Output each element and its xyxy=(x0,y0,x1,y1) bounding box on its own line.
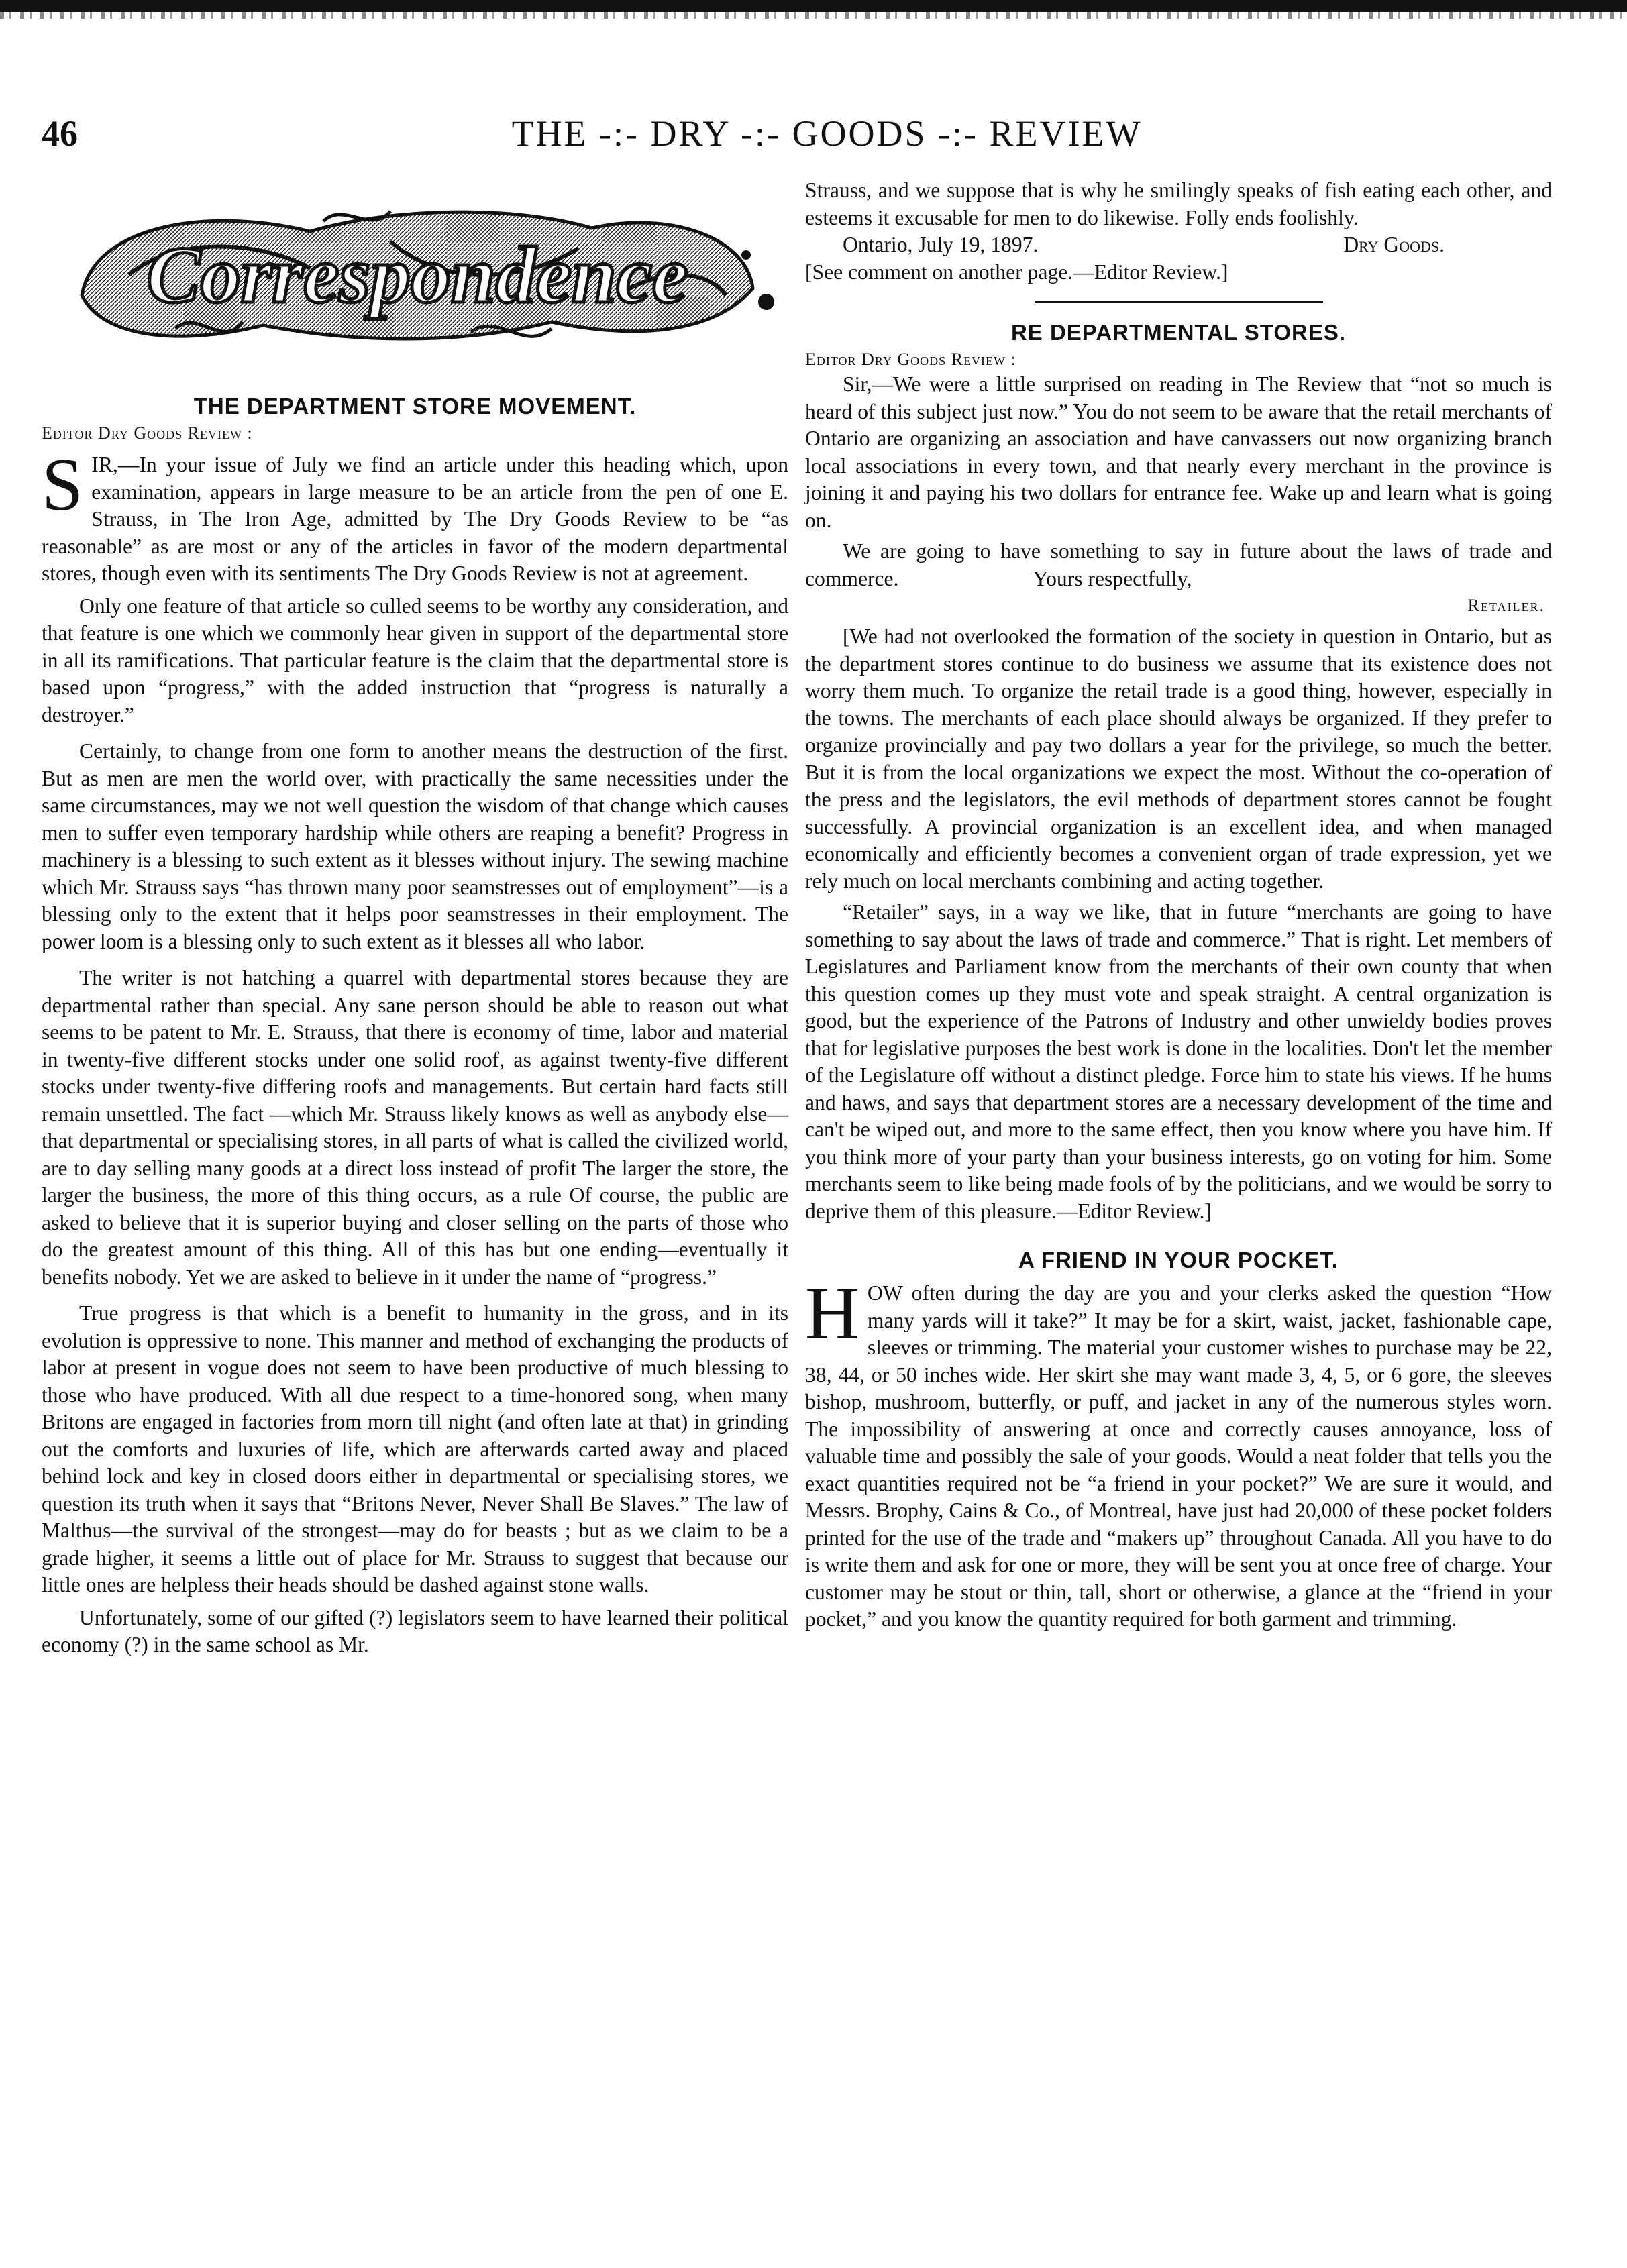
article1-paragraph-3: Certainly, to change from one form to another means the destruction of the first. But as men are men the world over, with practically the same necessities under the same circumstances, may we not well question the wisdom of that change which causes men to suffer even temporary hardship while others are reaping a benefit? Progress in machinery is a blessing to such extent as it blesses without injury. The sewing machine which Mr. Strauss says “has thrown many poor seamstresses out of employment”—is a blessing only to the extent that it helps poor seamstresses in their employment. The power loom is a blessing only to such extent as it blesses all who labor. xyxy=(42,739,788,953)
article1-dateline xyxy=(805,231,1552,259)
page-number: 46 xyxy=(42,113,78,154)
drop-cap-h: H xyxy=(805,1272,859,1355)
left-column xyxy=(42,181,788,1659)
heading-friend-in-your-pocket: A FRIEND IN YOUR POCKET. xyxy=(1018,1248,1339,1273)
article1-paragraph-2: Only one feature of that article so culled seems to be worthy any consideration, and that feature is one which we commonly hear given in support of the departmental store in all its ramifications. That particular feature is the claim that the departmental store is based upon “progress,” with the added instruction that “progress is naturally a destroyer.” xyxy=(42,594,788,726)
editor-note-2: “Retailer” says, in a way we like, that in future “merchants are going to have something to say about the laws of trade and commerce.” That is right. Let members of Legislatures and Parliament know from the merchants of their own county that when this question comes up they must vote and speak straight. A central organization is good, but the experience of the Patrons of Industry and other unwieldy bodies proves that for legislative purposes the best work is done in the localities. Don't let the member of the Legislature off without a distinct pledge. Force him to state his views. If he hums and haws, and says that department stores are a necessary development of the time and can't be wiped out, and more to the same effect, then you know where you have him. If you think more of your party than your business interests, go on voting for him. Some merchants seem to like being made fools of by the politicians, and we would be sorry to deprive them of this pleasure.—Editor Review.] xyxy=(805,900,1552,1223)
article1-editor-note: [See comment on another page.—Editor Review.] xyxy=(805,260,1228,284)
article1-paragraph-4: The writer is not hatching a quarrel with departmental stores because they are departmental rather than special. Any sane person should be able to reason out what seems to be patent to Mr. E. Strauss, that there is economy of time, labor and material in twenty-five different stocks under one solid roof, as against twenty-five different stocks under twenty-five differing roofs and managements. But certain hard facts still remain unsettled. The fact —which Mr. Strauss likely knows as well as anybody else—that departmental or specialising stores, in all parts of what is called the civilized world, are to day selling many goods at a direct loss instead of profit The larger the store, the larger the business, the more of this thing occurs, as a rule Of course, the public are asked to believe that it is superior buying and closer selling on the parts of those who do the greatest amount of this thing. All of this has but one ending—eventually it benefits nobody. Yet we are asked to believe in it under the name of “progress.” xyxy=(42,966,788,1289)
banner-title: Correspondence xyxy=(146,230,688,319)
right-column xyxy=(805,177,1552,1633)
article1-paragraph-1: SIR,—In your issue of July we find an article under this heading which, upon examination, appears in large measure to be an article from the pen of one E. Strauss, in The Iron Age, admitted by The Dry Goods Review to be “as reasonable” as are most or any of the articles in favor of the modern departmental stores, though even with its sentiments The Dry Goods Review is not at agreement. xyxy=(42,443,788,585)
scan-top-noise xyxy=(0,12,1627,19)
article2-paragraph-1: Sir,—We were a little surprised on reading in The Review that “not so much is heard of this subject just now.” You do not seem to be aware that the retail merchants of Ontario are organizing an association and have canvassers out now organizing branch local associations in every town, and that nearly every merchant in the province is joining it and paying his two dollars for entrance fee. Wake up and learn what is going on. xyxy=(805,372,1552,532)
article1-paragraph-5: True progress is that which is a benefit to humanity in the gross, and in its evolution is oppressive to none. This manner and method of exchanging the products of labor at present in vogue does not seem to have been productive of much blessing to those who have produced. With all due respect to a time-honored song, when many Britons are engaged in factories from morn till night (and often late at that) in grinding out the comforts and luxuries of life, which are afterwards carted away and placed behind lock and key in closed doors either in departmental or specialising stores, we question its truth when it says that “Britons Never, Never Shall Be Slaves.” The law of Malthus—the survival of the strongest—may do for beasts ; but as we claim to be a grade higher, it seems a little out of place for Mr. Strauss to suggest that because our little ones are helpless their heads should be dashed against stone walls. xyxy=(42,1301,788,1597)
article2-closing: Yours respectfully, xyxy=(1033,566,1192,590)
article2-signature: Retailer. xyxy=(1467,596,1545,615)
correspondence-banner xyxy=(42,195,788,352)
addressee: Editor Dry Goods Review : xyxy=(805,349,1016,369)
correspondence-ornament xyxy=(42,195,788,352)
editor-note-1: [We had not overlooked the formation of the society in question in Ontario, but as the department stores continue to do business we assume that its existence does not worry them much. To organize the retail trade is a good thing, however, especially in the towns. The merchants of each place should always be organized. If they prefer to organize provincially and pay two dollars a year for the privilege, so much the better. But it is from the local organizations we expect the most. Without the co-operation of the press and the legislators, the evil methods of department stores cannot be fought successfully. A provincial organization is an excellent idea, and when managed economically and efficiently becomes a convenient organ of trade expression, yet we rely much on local merchants combining and acting together. xyxy=(805,625,1552,893)
section-divider xyxy=(1035,301,1323,303)
drop-cap-s: S xyxy=(42,443,84,527)
article1-paragraph-6: Unfortunately, some of our gifted (?) legislators seem to have learned their political economy (?) in the same school as Mr. xyxy=(42,1605,788,1656)
heading-department-store-movement: THE DEPARTMENT STORE MOVEMENT. xyxy=(193,394,637,419)
running-title: THE -:- DRY -:- GOODS -:- REVIEW xyxy=(511,113,1143,154)
addressee: Editor Dry Goods Review : xyxy=(42,423,253,443)
article3-paragraph-1: HOW often during the day are you and your clerks asked the question “How many yards will it take?” It may be for a skirt, waist, jacket, fashionable cape, sleeves or trimming. The material your customer wishes to purchase may be 22, 38, 44, or 50 inches wide. Her skirt she may want made 3, 4, 5, or 6 gore, the sleeves bishop, mushroom, butterfly, or puff, and jacket in any of the numerous styles worn. The impossibility of answering at once and correctly causes annoyance, loss of valuable time and possibly the sale of your goods. Would a neat folder that tells you the exact quantities required not be “a friend in your pocket?” We are sure it would, and Messrs. Brophy, Cains & Co., of Montreal, have just had 20,000 of these pocket folders printed for the use of the trade and “makers up” throughout Canada. All you have to do is write them and ask for one or more, they will be sent you at once free of charge. Your customer may be stout or thin, tall, short or otherwise, a glance at the “friend in your pocket,” and you know the quantity required for both garment and trimming. xyxy=(805,1272,1552,1631)
article1-signature: Dry Goods. xyxy=(1343,233,1445,256)
article1-continued-paragraph: Strauss, and we suppose that is why he smilingly speaks of fish eating each other, and esteems it excusable for men to do likewise. Folly ends foolishly. xyxy=(805,178,1552,229)
article2-paragraph-2: We are going to have something to say in future about the laws of trade and commerce. Yours respectfully, xyxy=(805,539,1552,590)
article1-date: Ontario, July 19, 1897. xyxy=(843,233,1039,256)
scan-top-edge xyxy=(0,0,1627,12)
heading-re-departmental-stores: RE DEPARTMENTAL STORES. xyxy=(1010,320,1347,345)
